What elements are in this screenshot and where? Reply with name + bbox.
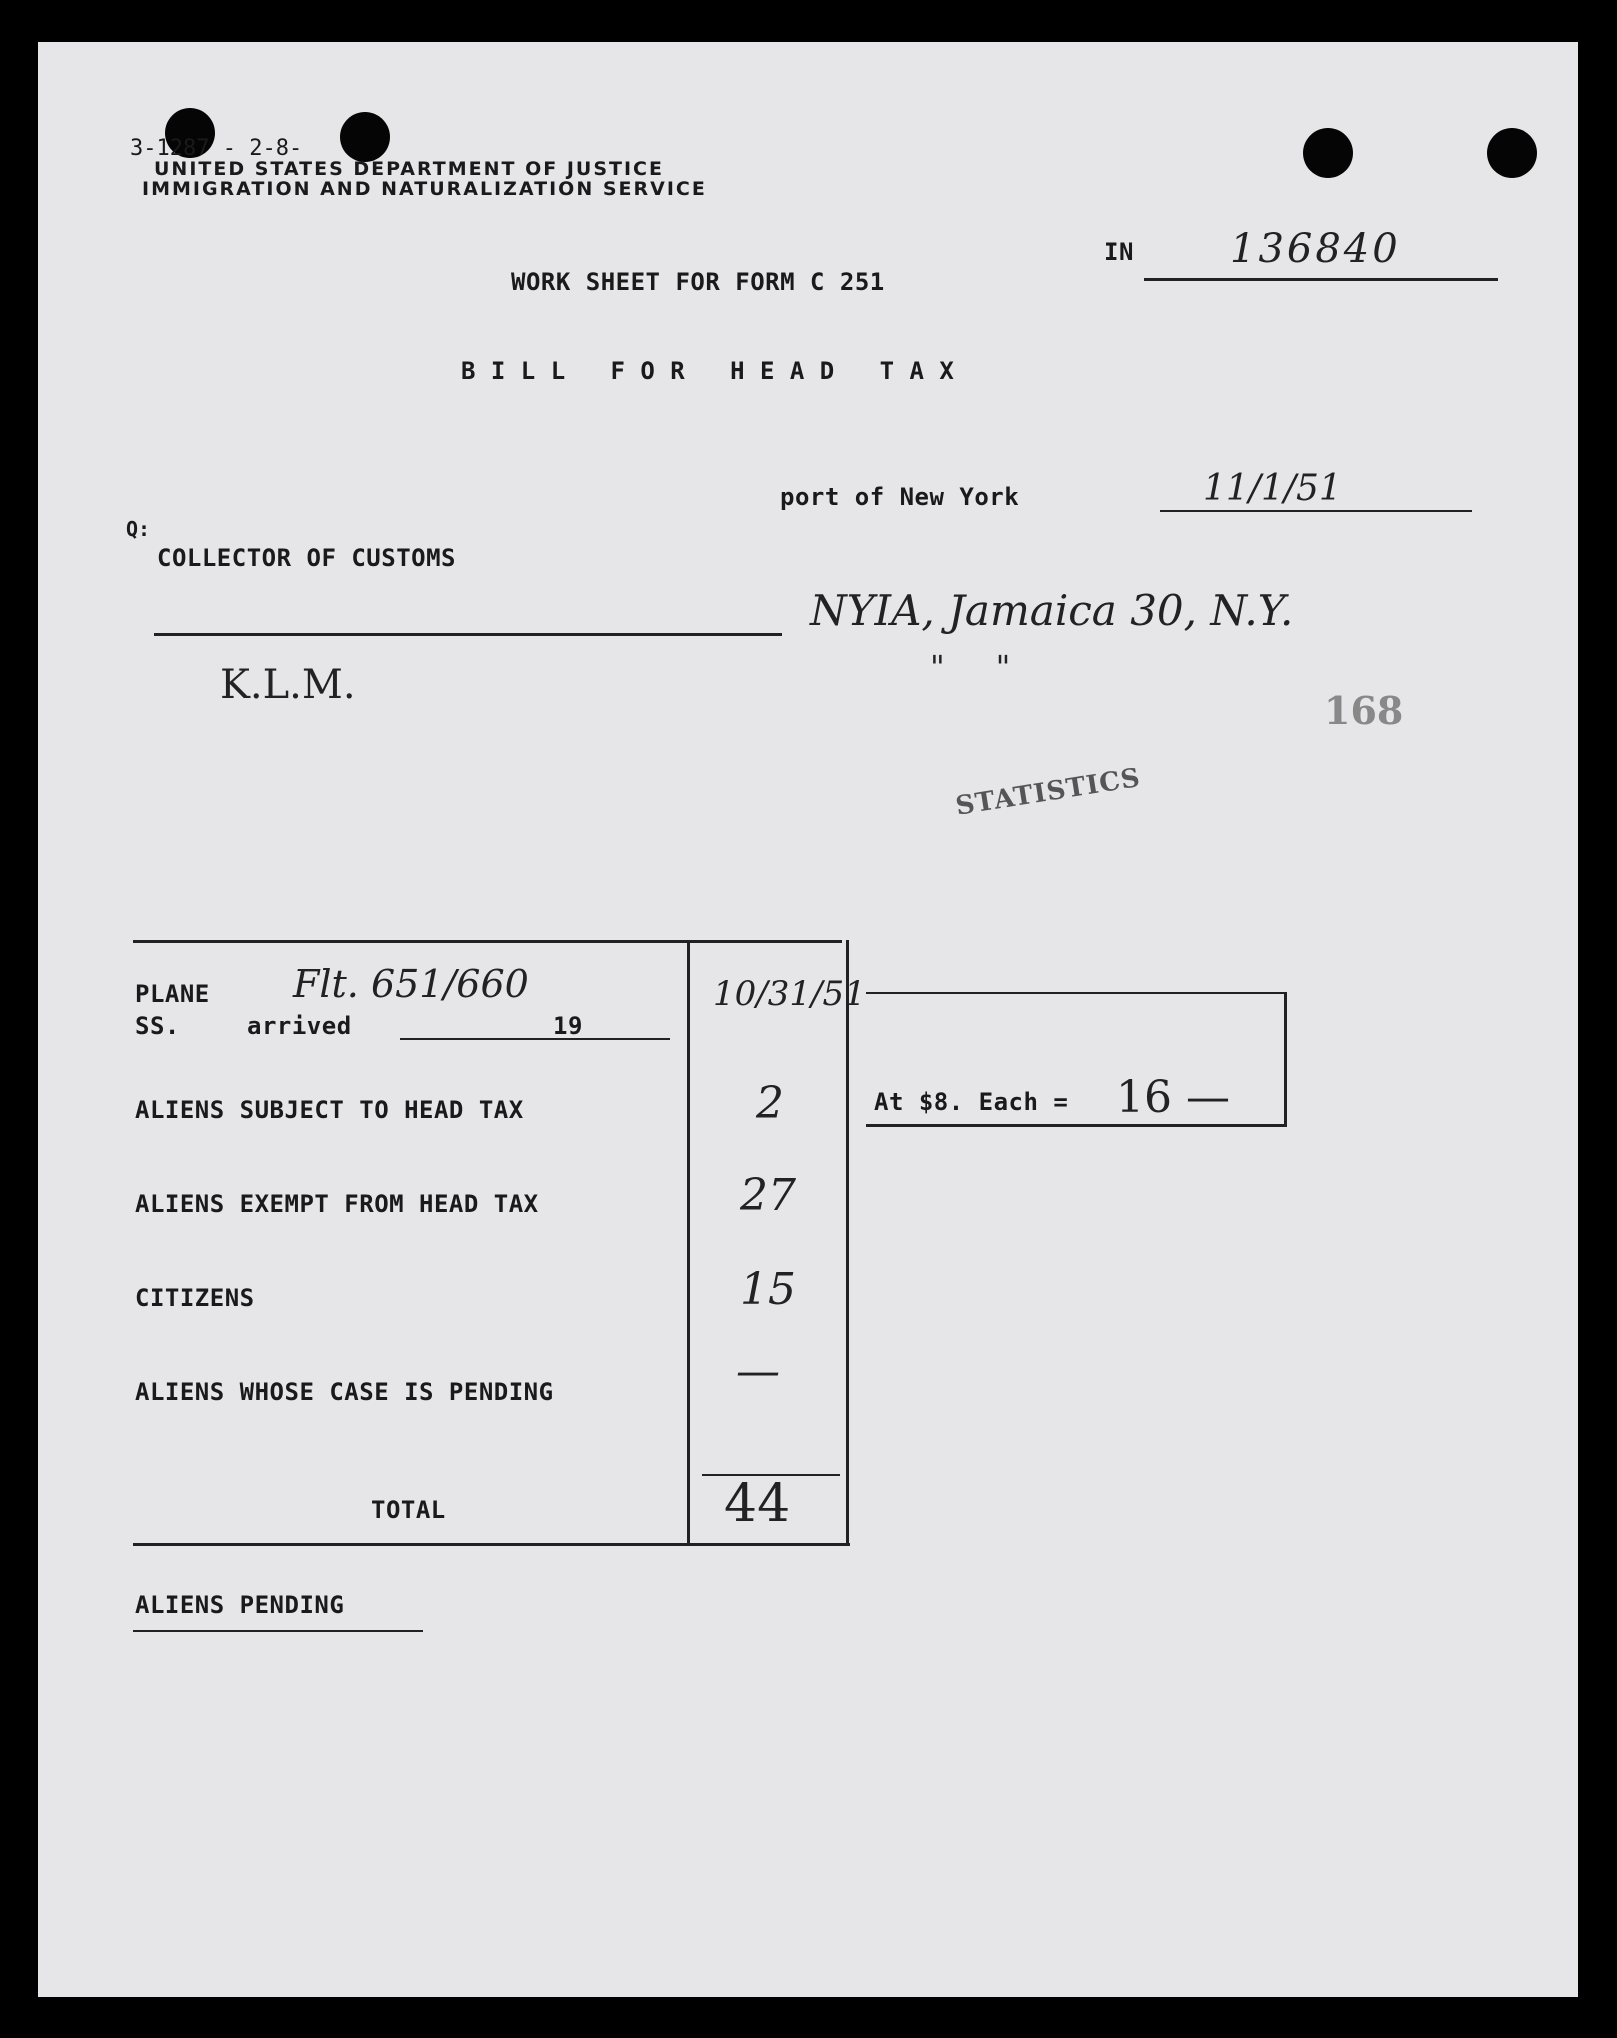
punch-hole [340, 112, 390, 162]
plane-label: PLANE [135, 980, 210, 1008]
total-value: 44 [724, 1474, 791, 1534]
airline-handwritten: K.L.M. [220, 662, 356, 708]
total-label: TOTAL [371, 1496, 446, 1524]
table-divider-left [687, 940, 690, 1546]
tax-label: At $8. Each = [874, 1088, 1069, 1116]
agency-line-2: IMMIGRATION AND NATURALIZATION SERVICE [142, 178, 707, 200]
row-value-pending: — [736, 1346, 780, 1397]
row-value-citizens: 15 [740, 1264, 796, 1315]
row-label-exempt: ALIENS EXEMPT FROM HEAD TAX [135, 1190, 539, 1218]
ss-label: SS. [135, 1012, 180, 1040]
in-number: 136840 [1230, 226, 1401, 272]
table-divider-right [846, 940, 849, 1546]
tax-amount: 16 — [1116, 1072, 1230, 1123]
ditto-marks: " " [930, 648, 1011, 686]
collector-label: COLLECTOR OF CUSTOMS [157, 544, 456, 572]
year-prefix: 19 [553, 1012, 583, 1040]
port-date: 11/1/51 [1203, 468, 1342, 509]
arrival-date: 10/31/51 [713, 974, 866, 1014]
collector-rule [154, 633, 782, 636]
port-date-rule [1160, 510, 1472, 512]
aliens-pending-label: ALIENS PENDING [135, 1591, 345, 1619]
row-label-pending: ALIENS WHOSE CASE IS PENDING [135, 1378, 554, 1406]
to-label: Q: [126, 517, 151, 541]
stamp-number: 168 [1324, 688, 1404, 733]
agency-line-1: UNITED STATES DEPARTMENT OF JUSTICE [154, 158, 664, 180]
row-label-subject: ALIENS SUBJECT TO HEAD TAX [135, 1096, 524, 1124]
row-value-exempt: 27 [740, 1170, 796, 1221]
location-handwritten: NYIA, Jamaica 30, N.Y. [810, 586, 1294, 635]
aliens-pending-rule [133, 1630, 423, 1632]
stamp-statistics: STATISTICS [953, 762, 1143, 822]
document-page [38, 42, 1578, 1997]
bill-title: B I L L F O R H E A D T A X [461, 357, 955, 385]
table-bottom-rule [133, 1543, 850, 1546]
table-top-rule [133, 940, 842, 943]
arrived-rule [400, 1038, 670, 1040]
flight-handwritten: Flt. 651/660 [293, 962, 529, 1006]
arrived-label: arrived [247, 1012, 352, 1040]
in-label: IN [1104, 238, 1134, 266]
row-value-subject: 2 [756, 1078, 784, 1129]
punch-hole [1303, 128, 1353, 178]
punch-hole [1487, 128, 1537, 178]
in-number-rule [1144, 278, 1498, 281]
tax-box-right [1284, 992, 1287, 1127]
port-label: port of New York [780, 483, 1020, 511]
form-code: 3-1287 - 2-8- [130, 136, 303, 161]
worksheet-title: WORK SHEET FOR FORM C 251 [511, 268, 885, 296]
tax-box-bottom [866, 1124, 1286, 1127]
tax-box-top [866, 992, 1286, 994]
row-label-citizens: CITIZENS [135, 1284, 255, 1312]
